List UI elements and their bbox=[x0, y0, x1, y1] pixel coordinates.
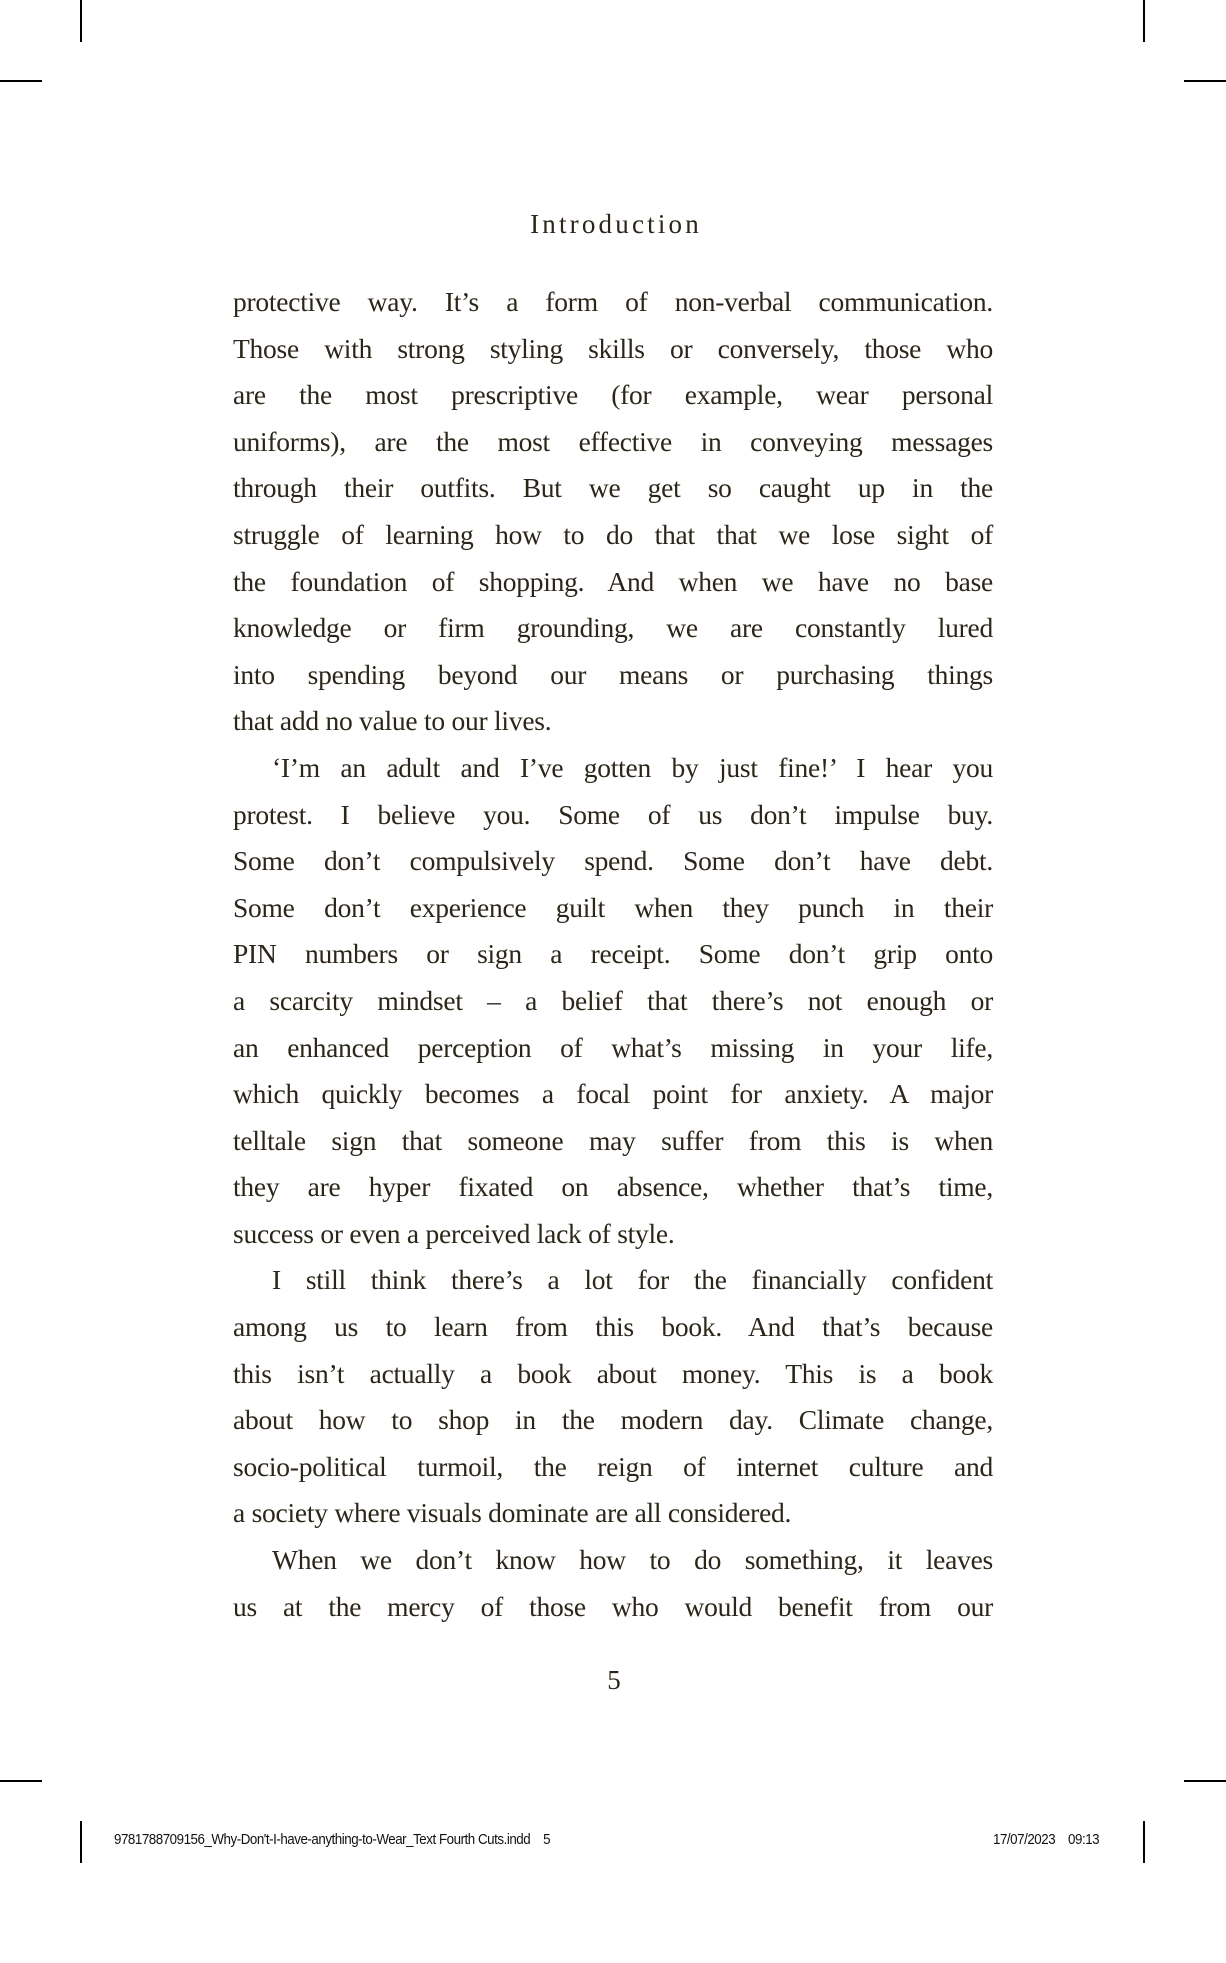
crop-mark-bottom-right-horizontal bbox=[1184, 1780, 1226, 1782]
text-line: success or even a perceived lack of style. bbox=[233, 1217, 675, 1249]
text-line: struggle of learning how to do that that we lose sight of bbox=[233, 518, 993, 550]
crop-mark-top-left-vertical bbox=[80, 0, 82, 42]
text-line: among us to learn from this book. And that’s because bbox=[233, 1311, 993, 1343]
crop-mark-bottom-left-horizontal bbox=[0, 1780, 42, 1782]
text-line: uniforms), are the most effective in conveying messages bbox=[233, 425, 993, 457]
text-line: are the most prescriptive (for example, wear personal bbox=[233, 379, 993, 411]
slug-page-number: 5 bbox=[543, 1832, 551, 1848]
paragraph bbox=[233, 745, 993, 1258]
slug-left-rule bbox=[80, 1821, 82, 1863]
text-line: through their outfits. But we get so caught up in the bbox=[233, 472, 993, 504]
page-number: 5 bbox=[607, 1665, 621, 1695]
text-line: I still think there’s a lot for the financially confident bbox=[272, 1264, 993, 1296]
paragraph bbox=[233, 1257, 993, 1537]
text-line: socio-political turmoil, the reign of internet culture and bbox=[233, 1450, 993, 1482]
paragraph bbox=[233, 279, 993, 745]
paragraph bbox=[233, 1537, 993, 1630]
running-head: Introduction bbox=[530, 209, 702, 239]
text-line: protective way. It’s a form of non-verbal communication. bbox=[233, 286, 993, 317]
text-line: Those with strong styling skills or conversely, those who bbox=[233, 332, 993, 364]
text-line: Some don’t compulsively spend. Some don’t have debt. bbox=[233, 845, 993, 877]
text-line: ‘I’m an adult and I’ve gotten by just fine!’ I hear you bbox=[272, 751, 993, 783]
text-line: this isn’t actually a book about money. This is a book bbox=[233, 1357, 993, 1389]
slug-timestamp bbox=[993, 1830, 1099, 1850]
text-line: PIN numbers or sign a receipt. Some don’t grip onto bbox=[233, 938, 993, 970]
body-text bbox=[233, 279, 993, 1630]
text-line: which quickly becomes a focal point for anxiety. A major bbox=[233, 1078, 993, 1110]
text-line: that add no value to our lives. bbox=[233, 705, 552, 737]
text-line: Some don’t experience guilt when they punch in their bbox=[233, 891, 993, 923]
text-line: knowledge or firm grounding, we are constantly lured bbox=[233, 612, 993, 644]
crop-mark-top-right-vertical bbox=[1143, 0, 1145, 42]
text-line: telltale sign that someone may suffer from this is when bbox=[233, 1124, 993, 1156]
text-line: into spending beyond our means or purchasing things bbox=[233, 658, 993, 690]
text-line: When we don’t know how to do something, it leaves bbox=[272, 1544, 993, 1576]
slug-time: 09:13 bbox=[1068, 1832, 1100, 1848]
text-line: an enhanced perception of what’s missing in your life, bbox=[233, 1031, 993, 1063]
text-line: us at the mercy of those who would benefit from our bbox=[233, 1590, 993, 1622]
crop-mark-top-right-horizontal bbox=[1184, 80, 1226, 82]
crop-mark-top-left-horizontal bbox=[0, 80, 42, 82]
slug-file-info bbox=[114, 1830, 550, 1850]
slug-date: 17/07/2023 bbox=[993, 1832, 1056, 1848]
text-line: the foundation of shopping. And when we have no base bbox=[233, 565, 993, 597]
text-line: they are hyper fixated on absence, whether that’s time, bbox=[233, 1171, 993, 1203]
slug-right-rule bbox=[1143, 1821, 1145, 1863]
text-line: a society where visuals dominate are all considered. bbox=[233, 1497, 792, 1529]
text-line: about how to shop in the modern day. Climate change, bbox=[233, 1404, 993, 1436]
text-line: a scarcity mindset – a belief that there’s not enough or bbox=[233, 984, 993, 1016]
text-line: protest. I believe you. Some of us don’t impulse buy. bbox=[233, 798, 993, 830]
slug-filename: 9781788709156_Why-Don't-I-have-anything-to-Wear_Text Fourth Cuts.indd bbox=[114, 1832, 531, 1848]
